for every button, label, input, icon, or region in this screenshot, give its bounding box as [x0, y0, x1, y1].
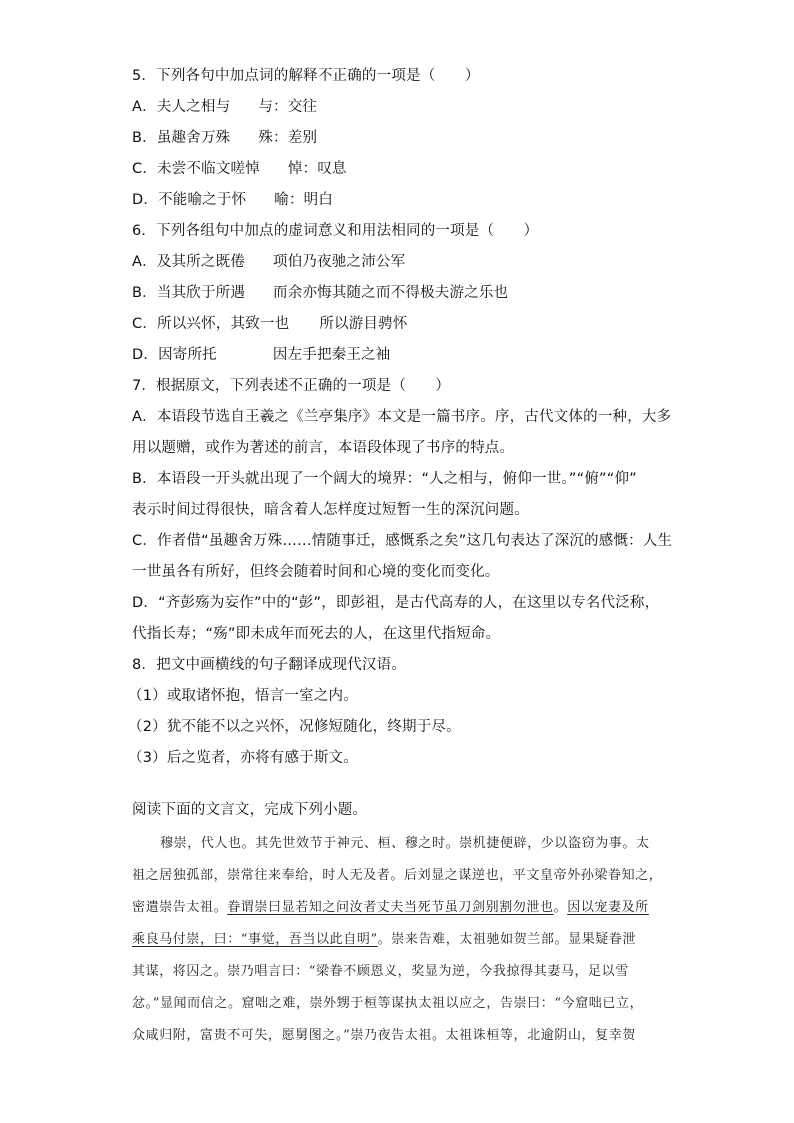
q6-stem: 6．下列各组句中加点的虚词意义和用法相同的一项是（ ） [132, 223, 539, 239]
passage-line: 密遣崇告太祖。眷谓崇曰显若知之问汝者丈夫当死节虽刀剑别割勿泄也。因以宠妻及所 [132, 900, 649, 915]
q6-option-d: D．因寄所托 因左手把秦王之袖 [132, 347, 391, 363]
q8-stem: 8．把文中画横线的句子翻译成现代汉语。 [132, 657, 407, 673]
q5-stem: 5．下列各句中加点词的解释不正确的一项是（ ） [132, 68, 480, 84]
q6-option-a: A．及其所之既倦 项伯乃夜驰之沛公军 [132, 254, 406, 270]
q7-line: C．作者借“虽趣舍万殊……情随事迁，感慨系之矣”这几句表达了深沉的感慨：人生 [132, 533, 673, 549]
q8-item: （3）后之览者，亦将有感于斯文。 [128, 750, 358, 766]
q7-line: A．本语段节选自王羲之《兰亭集序》本文是一篇书序。序，古代文体的一种，大多 [132, 409, 672, 425]
q6-option-b: B．当其欣于所遇 而余亦悔其随之而不得极夫游之乐也 [132, 285, 509, 301]
q7-line: 用以题赠，或作为著述的前言，本语段体现了书序的特点。 [132, 440, 515, 456]
q7-stem: 7．根据原文，下列表述不正确的一项是（ ） [132, 378, 451, 394]
q7-line: 表示时间过得很快，暗含着人怎样度过短暂一生的深沉问题。 [132, 502, 529, 518]
q7-line: B．本语段一开头就出现了一个阔大的境界：“人之相与，俯仰一世。”“俯”“仰” [132, 471, 637, 487]
q7-line: 一世虽各有所好，但终会随着时间和心境的变化而变化。 [132, 564, 500, 580]
passage-line: 祖之居独孤部，崇常往来奉给，时人无及者。后刘显之谋逆也，平文皇帝外孙梁眷知之， [132, 868, 663, 883]
passage-line: 穆崇，代人也。其先世效节于神元、桓、穆之时。崇机捷便辟，少以盗窃为事。太 [160, 836, 650, 851]
q5-option-a: A．夫人之相与 与：交往 [132, 99, 318, 115]
q6-option-c: C．所以兴怀，其致一也 所以游目骋怀 [132, 316, 408, 332]
q5-option-c: C．未尝不临文嗟悼 悼：叹息 [132, 161, 347, 177]
passage-line: 忿。”显闻而信之。窟咄之难，崇外甥于桓等谋执太祖以应之，告崇曰：“今窟咄已立， [132, 996, 644, 1011]
q5-option-d: D．不能喻之于怀 喻：明白 [132, 192, 334, 208]
passage-line: 其谋，将囚之。崇乃唱言曰：“梁眷不顾恩义，奖显为逆，今我掠得其妻马，足以雪 [132, 964, 629, 979]
q7-line: 代指长寿；“殇”即未成年而死去的人，在这里代指短命。 [132, 626, 501, 642]
reading-intro: 阅读下面的文言文，完成下列小题。 [132, 802, 368, 818]
underlined-sentence: 眷谓崇曰显若知之问汝者丈夫当死节虽刀剑别割勿泄也 [227, 900, 554, 915]
q8-item: （2）犹不能不以之兴怀，况修短随化，终期于尽。 [128, 719, 461, 735]
underlined-sentence: 因以宠妻及所 [567, 900, 649, 915]
underlined-sentence: 乘良马付崇，曰：“事觉，吾当以此自明” [132, 932, 378, 947]
q5-option-b: B．虽趣舍万殊 殊：差别 [132, 130, 318, 146]
q8-item: （1）或取诸怀抱，悟言一室之内。 [128, 688, 358, 704]
passage-line: 众咸归附，富贵不可失，愿舅图之。”崇乃夜告太祖。太祖诛桓等，北逾阴山，复幸贺 [132, 1028, 636, 1043]
passage-line: 乘良马付崇，曰：“事觉，吾当以此自明”。崇来告难，太祖驰如贺兰部。显果疑眷泄 [132, 932, 637, 947]
q7-line: D．“齐彭殇为妄作”中的“彭”，即彭祖，是古代高寿的人，在这里以专名代泛称， [132, 595, 660, 611]
